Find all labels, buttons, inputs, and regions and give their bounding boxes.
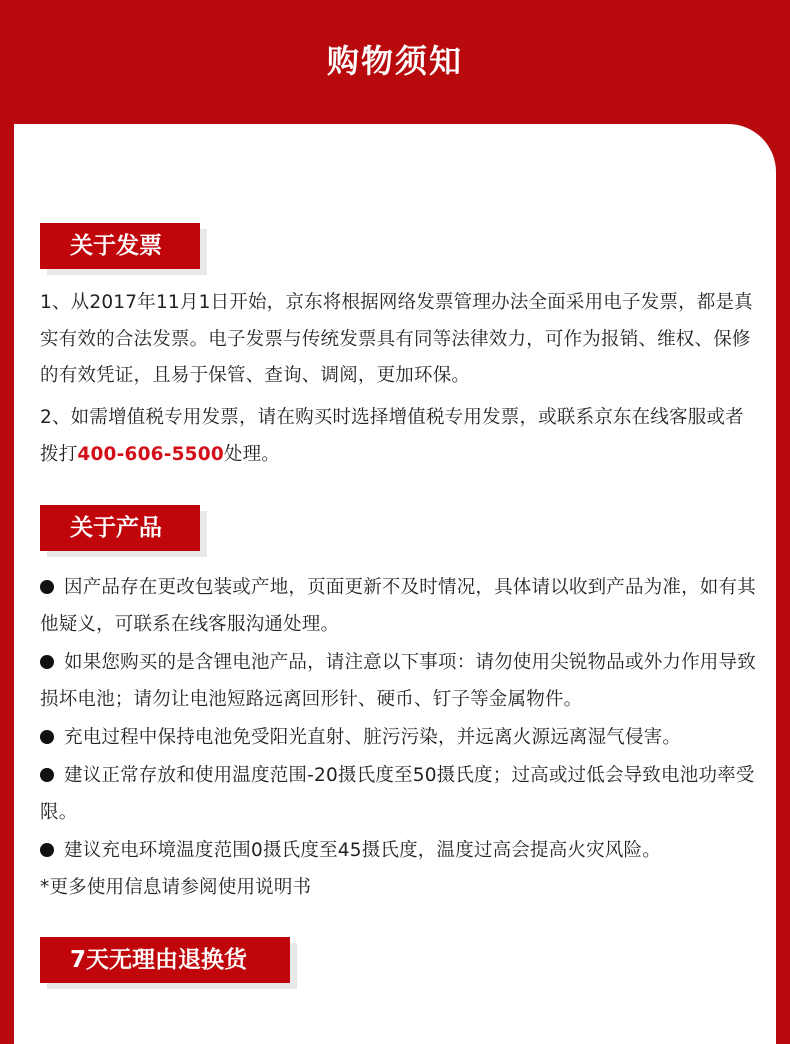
invoice-paragraph-2 bbox=[40, 400, 760, 473]
bullet-dot-icon bbox=[40, 655, 54, 669]
product-bullet-2 bbox=[40, 645, 760, 718]
bullet-text: 充电过程中保持电池免受阳光直射、脏污污染，并远离火源远离湿气侵害。 bbox=[64, 727, 682, 748]
bullet-text: 如果您购买的是含锂电池产品，请注意以下事项：请勿使用尖锐物品或外力作用导致损坏电池；请勿让电池短路远离回形针、硬币、钉子等金属物件。 bbox=[40, 652, 756, 710]
page-title: 购物须知 bbox=[326, 42, 463, 80]
bullet-dot-icon bbox=[40, 730, 54, 744]
invoice-paragraph-2-end: 处理。 bbox=[223, 443, 280, 465]
section-tag-invoice: 关于发票 bbox=[40, 223, 200, 269]
section-tag-return: 7天无理由退换货 bbox=[40, 937, 290, 983]
product-bullet-3 bbox=[40, 720, 760, 757]
product-bullet-4 bbox=[40, 758, 760, 831]
bullet-dot-icon bbox=[40, 843, 54, 857]
bullet-text: 因产品存在更改包装或产地，页面更新不及时情况，具体请以收到产品为准，如有其他疑义，可联系在线客服沟通处理。 bbox=[40, 577, 756, 635]
bullet-text: 建议正常存放和使用温度范围-20摄氏度至50摄氏度；过高或过低会导致电池功率受限。 bbox=[40, 765, 755, 823]
section-tag-product: 关于产品 bbox=[40, 505, 200, 551]
bullet-dot-icon bbox=[40, 580, 54, 594]
invoice-paragraph-1: 1、从2017年11月1日开始，京东将根据网络发票管理办法全面采用电子发票，都是真实有效的合法发票。电子发票与传统发票具有同等法律效力，可作为报销、维权、保修的有效凭证，且易于保管、查询、调阅，更加环保。 bbox=[40, 292, 753, 387]
service-phone-number: 400-606-5500 bbox=[77, 443, 224, 465]
invoice-paragraph-2-text: 2、如需增值税专用发票，请在购买时选择增值税专用发票，或联系京东在线客服或者拨打 bbox=[40, 407, 744, 465]
product-bullet-5 bbox=[40, 833, 760, 870]
product-bullet-1 bbox=[40, 570, 760, 643]
bullet-text: 建议充电环境温度范围0摄氏度至45摄氏度，温度过高会提高火灾风险。 bbox=[64, 840, 661, 861]
bullet-dot-icon bbox=[40, 768, 54, 782]
product-note: *更多使用信息请参阅使用说明书 bbox=[40, 877, 312, 898]
